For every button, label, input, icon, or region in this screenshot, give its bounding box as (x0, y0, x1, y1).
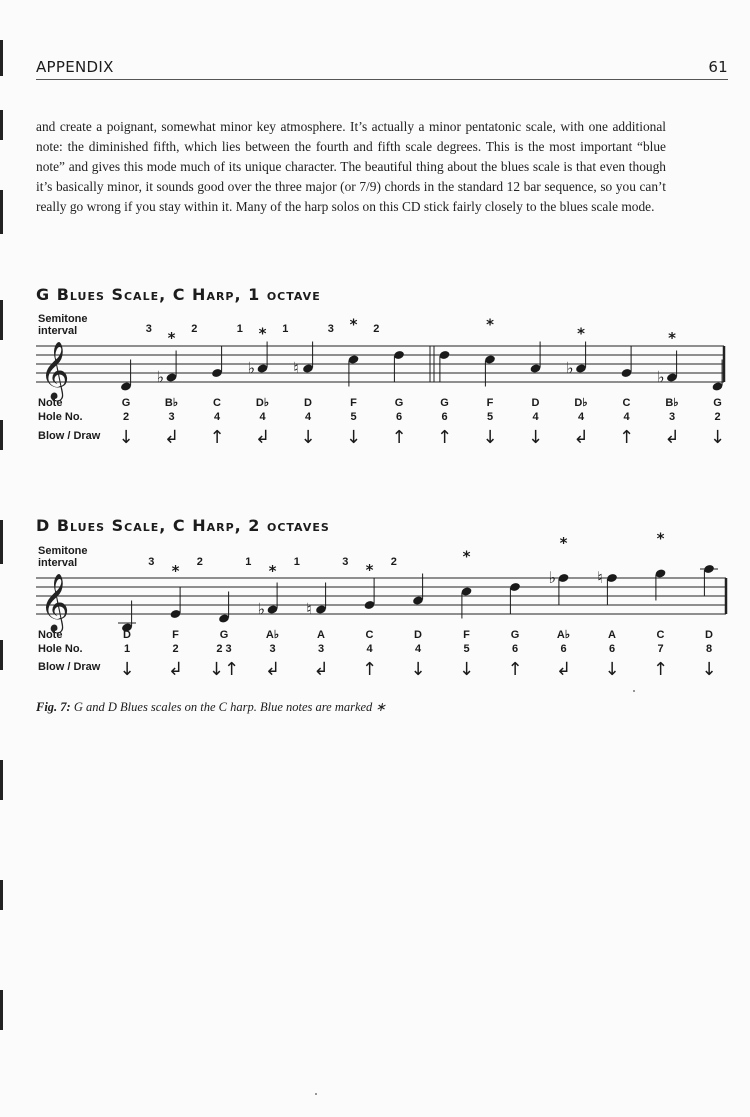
fig2-blowdraw-label: Blow / Draw (38, 661, 101, 673)
note-name: G (219, 629, 229, 641)
natural-sign: ♮ (306, 599, 312, 619)
blow-draw-arrow-icon: ↓ (482, 427, 498, 448)
blow-draw-arrow-icon: ↲ (664, 427, 680, 448)
hole-number: 2 3 (216, 643, 232, 655)
caption-text: G and D Blues scales on the C harp. Blue notes are marked ∗ (73, 700, 386, 714)
caption-prefix: Fig. 7: (36, 700, 71, 714)
semitone-count: 3 (342, 556, 349, 568)
blow-draw-arrow-icon: ↓ (604, 659, 620, 680)
natural-sign: ♮ (597, 568, 603, 587)
fig1-note-label: Note (38, 397, 63, 409)
note-name: G (713, 397, 722, 409)
note-name: C (213, 397, 221, 409)
blue-note-asterisk-icon: * (656, 529, 665, 548)
blow-draw-arrow-icon: ↲ (163, 427, 180, 448)
semitone-count: 1 (293, 556, 300, 568)
note-name: D (414, 629, 422, 641)
section-name: APPENDIX (36, 58, 114, 76)
note-name: G (394, 397, 404, 409)
hole-number: 6 (608, 643, 616, 655)
hole-number: 5 (350, 411, 357, 423)
blow-draw-arrow-icon: ↑ (209, 427, 225, 448)
blue-note-asterisk-icon: * (668, 329, 676, 347)
blow-draw-arrow-icon: ↓ (527, 427, 544, 448)
note-name: A♭ (556, 629, 571, 641)
note-name: F (486, 397, 494, 409)
blue-note-asterisk-icon: * (258, 324, 267, 343)
blue-note-asterisk-icon: * (559, 534, 568, 552)
semitone-count: 2 (390, 556, 397, 568)
hole-number: 1 (123, 643, 131, 655)
note-name: D♭ (255, 397, 270, 409)
figure-2-title: D Blues Scale, C Harp, 2 octaves (36, 516, 330, 535)
hole-number: 6 (511, 643, 519, 655)
semitone-count: 1 (282, 323, 289, 335)
blue-note-asterisk-icon: * (486, 315, 494, 334)
blow-draw-arrow-icon: ↲ (573, 427, 589, 448)
note-name: G (440, 397, 449, 409)
note-name: D (531, 397, 540, 409)
paragraph-text: and create a poignant, somewhat minor key atmosphere. It’s actually a minor pentatonic scale, with one additional note: the diminished fifth, which lies between the fourth and fifth scale degrees. This is the most important “blue note” and gives this mode much of its unique character. The beautiful thing about the blues scale is that even though it’s basically minor, it sounds good over the three major (or 7/9) chords in the standard 12 bar sequence, so you can’t really go wrong if you stay within it. Many of the harp solos on this CD stick fairly closely to the blues scale mode. (36, 119, 666, 214)
semitone-count: 3 (148, 556, 155, 568)
treble-clef-icon: 𝄞 (40, 573, 70, 631)
semitone-count: 2 (191, 323, 198, 335)
hole-number: 4 (577, 411, 585, 423)
flat-sign: ♭ (548, 568, 557, 587)
note-name: F (172, 629, 179, 641)
note-name: G (121, 397, 131, 409)
blow-draw-arrow-icon: ↑ (361, 659, 378, 680)
blue-note-asterisk-icon: * (462, 547, 471, 566)
blow-draw-arrow-icon: ↓ (410, 659, 426, 680)
hole-number: 2 (122, 411, 130, 423)
treble-clef-icon: 𝄞 (40, 341, 70, 399)
blue-note-asterisk-icon: * (577, 324, 585, 343)
blow-draw-arrow-icon: ↑ (618, 427, 635, 448)
hole-number: 6 (560, 643, 567, 655)
flat-sign: ♭ (657, 367, 665, 387)
note-name: B♭ (164, 397, 179, 409)
hole-number: 5 (463, 643, 470, 655)
page-number: 61 (708, 58, 728, 76)
natural-sign: ♮ (293, 358, 299, 378)
blow-draw-arrow-icon: ↑ (507, 659, 523, 680)
fig1-blowdraw-label: Blow / Draw (38, 430, 101, 442)
fig1-hole-label: Hole No. (38, 411, 83, 423)
page-speck (315, 1093, 317, 1095)
hole-number: 6 (395, 411, 403, 423)
blue-note-asterisk-icon: * (171, 562, 180, 580)
figure-1-title: G Blues Scale, C Harp, 1 octave (36, 285, 321, 304)
semitone-word: Semitone (38, 313, 88, 325)
blow-draw-arrow-icon: ↑ (436, 427, 453, 448)
note-name: G (510, 629, 520, 641)
hole-number: 5 (486, 411, 494, 423)
fig2-note-label: Note (38, 629, 63, 641)
blow-draw-arrow-icon: ↓↑ (208, 659, 240, 680)
note-name: C (656, 629, 665, 641)
blow-draw-arrow-icon: ↲ (313, 659, 329, 680)
semitone-count: 1 (245, 556, 252, 568)
blow-draw-arrow-icon: ↲ (167, 659, 184, 680)
note-name: F (350, 397, 357, 409)
blow-draw-arrow-icon: ↓ (119, 659, 135, 680)
semitone-word: Semitone (38, 545, 88, 557)
hole-number: 3 (317, 643, 325, 655)
hole-number: 4 (366, 643, 373, 655)
note-name: D♭ (574, 397, 588, 409)
hole-number: 3 (269, 643, 276, 655)
blue-note-asterisk-icon: * (365, 561, 374, 579)
note-name: F (463, 629, 470, 641)
semitone-count: 2 (196, 556, 203, 568)
hole-number: 4 (623, 411, 630, 423)
hole-number: 7 (657, 643, 664, 655)
blow-draw-arrow-icon: ↲ (555, 659, 572, 680)
hole-number: 6 (441, 411, 448, 423)
semitone-count: 3 (327, 323, 334, 335)
note-name: D (304, 397, 312, 409)
fig2-hole-label: Hole No. (38, 643, 83, 655)
hole-number: 4 (304, 411, 312, 423)
note-name: C (622, 397, 631, 409)
figure-caption (36, 699, 386, 715)
blow-draw-arrow-icon: ↲ (264, 659, 281, 680)
hole-number: 4 (532, 411, 539, 423)
blow-draw-arrow-icon: ↓ (701, 659, 717, 680)
semitone-count: 2 (373, 323, 380, 335)
blow-draw-arrow-icon: ↓ (709, 427, 726, 448)
flat-sign: ♭ (247, 358, 256, 378)
hole-number: 3 (168, 411, 175, 423)
note-name: B♭ (665, 397, 679, 409)
note-name: A (608, 629, 616, 641)
interval-word: interval (38, 325, 78, 337)
hole-number: 2 (714, 411, 721, 423)
blow-draw-arrow-icon: ↓ (300, 427, 316, 448)
hole-number: 4 (213, 411, 221, 423)
blow-draw-arrow-icon: ↓ (345, 427, 362, 448)
semitone-count: 3 (145, 323, 152, 335)
blow-draw-arrow-icon: ↑ (391, 427, 407, 448)
page-speck (633, 690, 635, 692)
note-name: A (317, 629, 325, 641)
hole-number: 4 (259, 411, 266, 423)
hole-number: 4 (414, 643, 422, 655)
note-name: A♭ (265, 629, 280, 641)
note-name: D (705, 629, 713, 641)
blue-note-asterisk-icon: * (349, 315, 358, 334)
blow-draw-arrow-icon: ↓ (118, 427, 134, 448)
blow-draw-arrow-icon: ↑ (652, 659, 669, 680)
hole-number: 3 (668, 411, 676, 423)
blue-note-asterisk-icon: * (167, 329, 176, 347)
flat-sign: ♭ (566, 358, 574, 378)
interval-word: interval (38, 557, 78, 569)
flat-sign: ♭ (257, 599, 266, 619)
note-name: D (123, 629, 131, 641)
semitone-count: 1 (236, 323, 243, 335)
note-name: C (365, 629, 374, 641)
hole-number: 8 (705, 643, 713, 655)
blow-draw-arrow-icon: ↓ (458, 659, 475, 680)
flat-sign: ♭ (156, 367, 165, 387)
hole-number: 2 (172, 643, 179, 655)
blow-draw-arrow-icon: ↲ (254, 427, 271, 448)
blue-note-asterisk-icon: * (268, 562, 277, 580)
